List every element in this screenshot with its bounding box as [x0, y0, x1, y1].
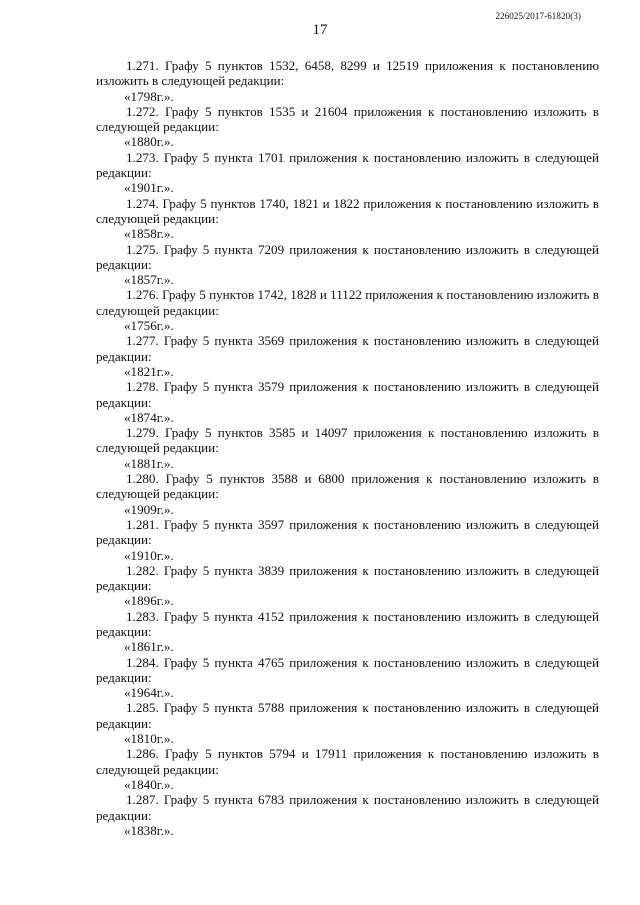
amendment-value: «1881г.».	[124, 455, 174, 471]
amendment-value: «1798г.».	[124, 88, 174, 104]
amendment-text: 1.287. Графу 5 пункта 6783 приложения к постановлению изложить в следующей редакции:	[96, 792, 599, 823]
amendment-value: «1909г.».	[124, 501, 174, 517]
amendment-value: «1896г.».	[124, 593, 174, 609]
amendment-item	[96, 150, 599, 196]
amendment-text: 1.280. Графу 5 пунктов 3588 и 6800 приложения к постановлению изложить в следующей редакции:	[96, 471, 599, 502]
amendment-item	[96, 287, 599, 333]
amendment-item	[96, 655, 599, 701]
amendment-item	[96, 792, 599, 838]
amendment-item	[96, 58, 599, 104]
amendment-text: 1.286. Графу 5 пунктов 5794 и 17911 приложения к постановлению изложить в следующей редакции:	[96, 746, 599, 777]
amendment-item	[96, 104, 599, 150]
amendment-item	[96, 563, 599, 609]
amendment-item	[96, 609, 599, 655]
amendment-item	[96, 700, 599, 746]
amendment-item	[96, 471, 599, 517]
amendment-value: «1838г.».	[124, 822, 174, 838]
amendment-text: 1.281. Графу 5 пункта 3597 приложения к постановлению изложить в следующей редакции:	[96, 516, 599, 548]
page-number: 17	[312, 22, 328, 38]
amendment-text: 1.272. Графу 5 пунктов 1535 и 21604 приложения к постановлению изложить в следующей редакции:	[96, 103, 599, 135]
amendment-text: 1.284. Графу 5 пункта 4765 приложения к постановлению изложить в следующей редакции:	[96, 654, 599, 685]
document-id: 226025/2017-61820(3)	[495, 11, 581, 21]
amendment-text: 1.285. Графу 5 пункта 5788 приложения к постановлению изложить в следующей редакции:	[96, 700, 599, 731]
amendment-text: 1.273. Графу 5 пункта 1701 приложения к постановлению изложить в следующей редакции:	[96, 149, 599, 181]
amendment-value: «1861г.».	[124, 639, 174, 655]
amendment-value: «1910г.».	[124, 547, 174, 563]
amendment-text: 1.271. Графу 5 пунктов 1532, 6458, 8299 и 12519 приложения к постановлению изложить в следующей редакции:	[96, 58, 599, 89]
amendment-item	[96, 196, 599, 242]
amendment-text: 1.283. Графу 5 пункта 4152 приложения к постановлению изложить в следующей редакции:	[96, 608, 599, 639]
amendment-item	[96, 517, 599, 563]
amendment-value: «1858г.».	[124, 226, 174, 242]
amendment-item	[96, 379, 599, 425]
amendment-value: «1857г.».	[124, 272, 174, 288]
amendment-item	[96, 425, 599, 471]
amendment-item	[96, 333, 599, 379]
amendment-value: «1821г.».	[124, 363, 174, 379]
amendment-text: 1.277. Графу 5 пункта 3569 приложения к постановлению изложить в следующей редакции:	[96, 333, 599, 364]
amendment-value: «1964г.».	[124, 685, 174, 701]
amendment-item	[96, 746, 599, 792]
amendment-value: «1756г.».	[124, 318, 174, 334]
amendment-item	[96, 242, 599, 288]
amendment-text: 1.275. Графу 5 пункта 7209 приложения к постановлению изложить в следующей редакции:	[96, 241, 599, 272]
amendment-text: 1.282. Графу 5 пункта 3839 приложения к постановлению изложить в следующей редакции:	[96, 562, 599, 594]
amendment-text: 1.274. Графу 5 пунктов 1740, 1821 и 1822 приложения к постановлению изложить в следующей редакции:	[96, 195, 599, 226]
amendment-text: 1.279. Графу 5 пунктов 3585 и 14097 приложения к постановлению изложить в следующей редакции:	[96, 425, 599, 456]
amendment-value: «1810г.».	[124, 731, 174, 747]
amendment-text: 1.278. Графу 5 пункта 3579 приложения к постановлению изложить в следующей редакции:	[96, 379, 599, 410]
amendment-value: «1901г.».	[124, 180, 174, 196]
amendment-text: 1.276. Графу 5 пунктов 1742, 1828 и 11122 приложения к постановлению изложить в следующей редакции:	[96, 287, 599, 318]
amendment-value: «1880г.».	[124, 134, 174, 150]
document-body	[96, 58, 599, 838]
amendment-value: «1840г.».	[124, 776, 174, 792]
amendment-value: «1874г.».	[124, 409, 174, 425]
